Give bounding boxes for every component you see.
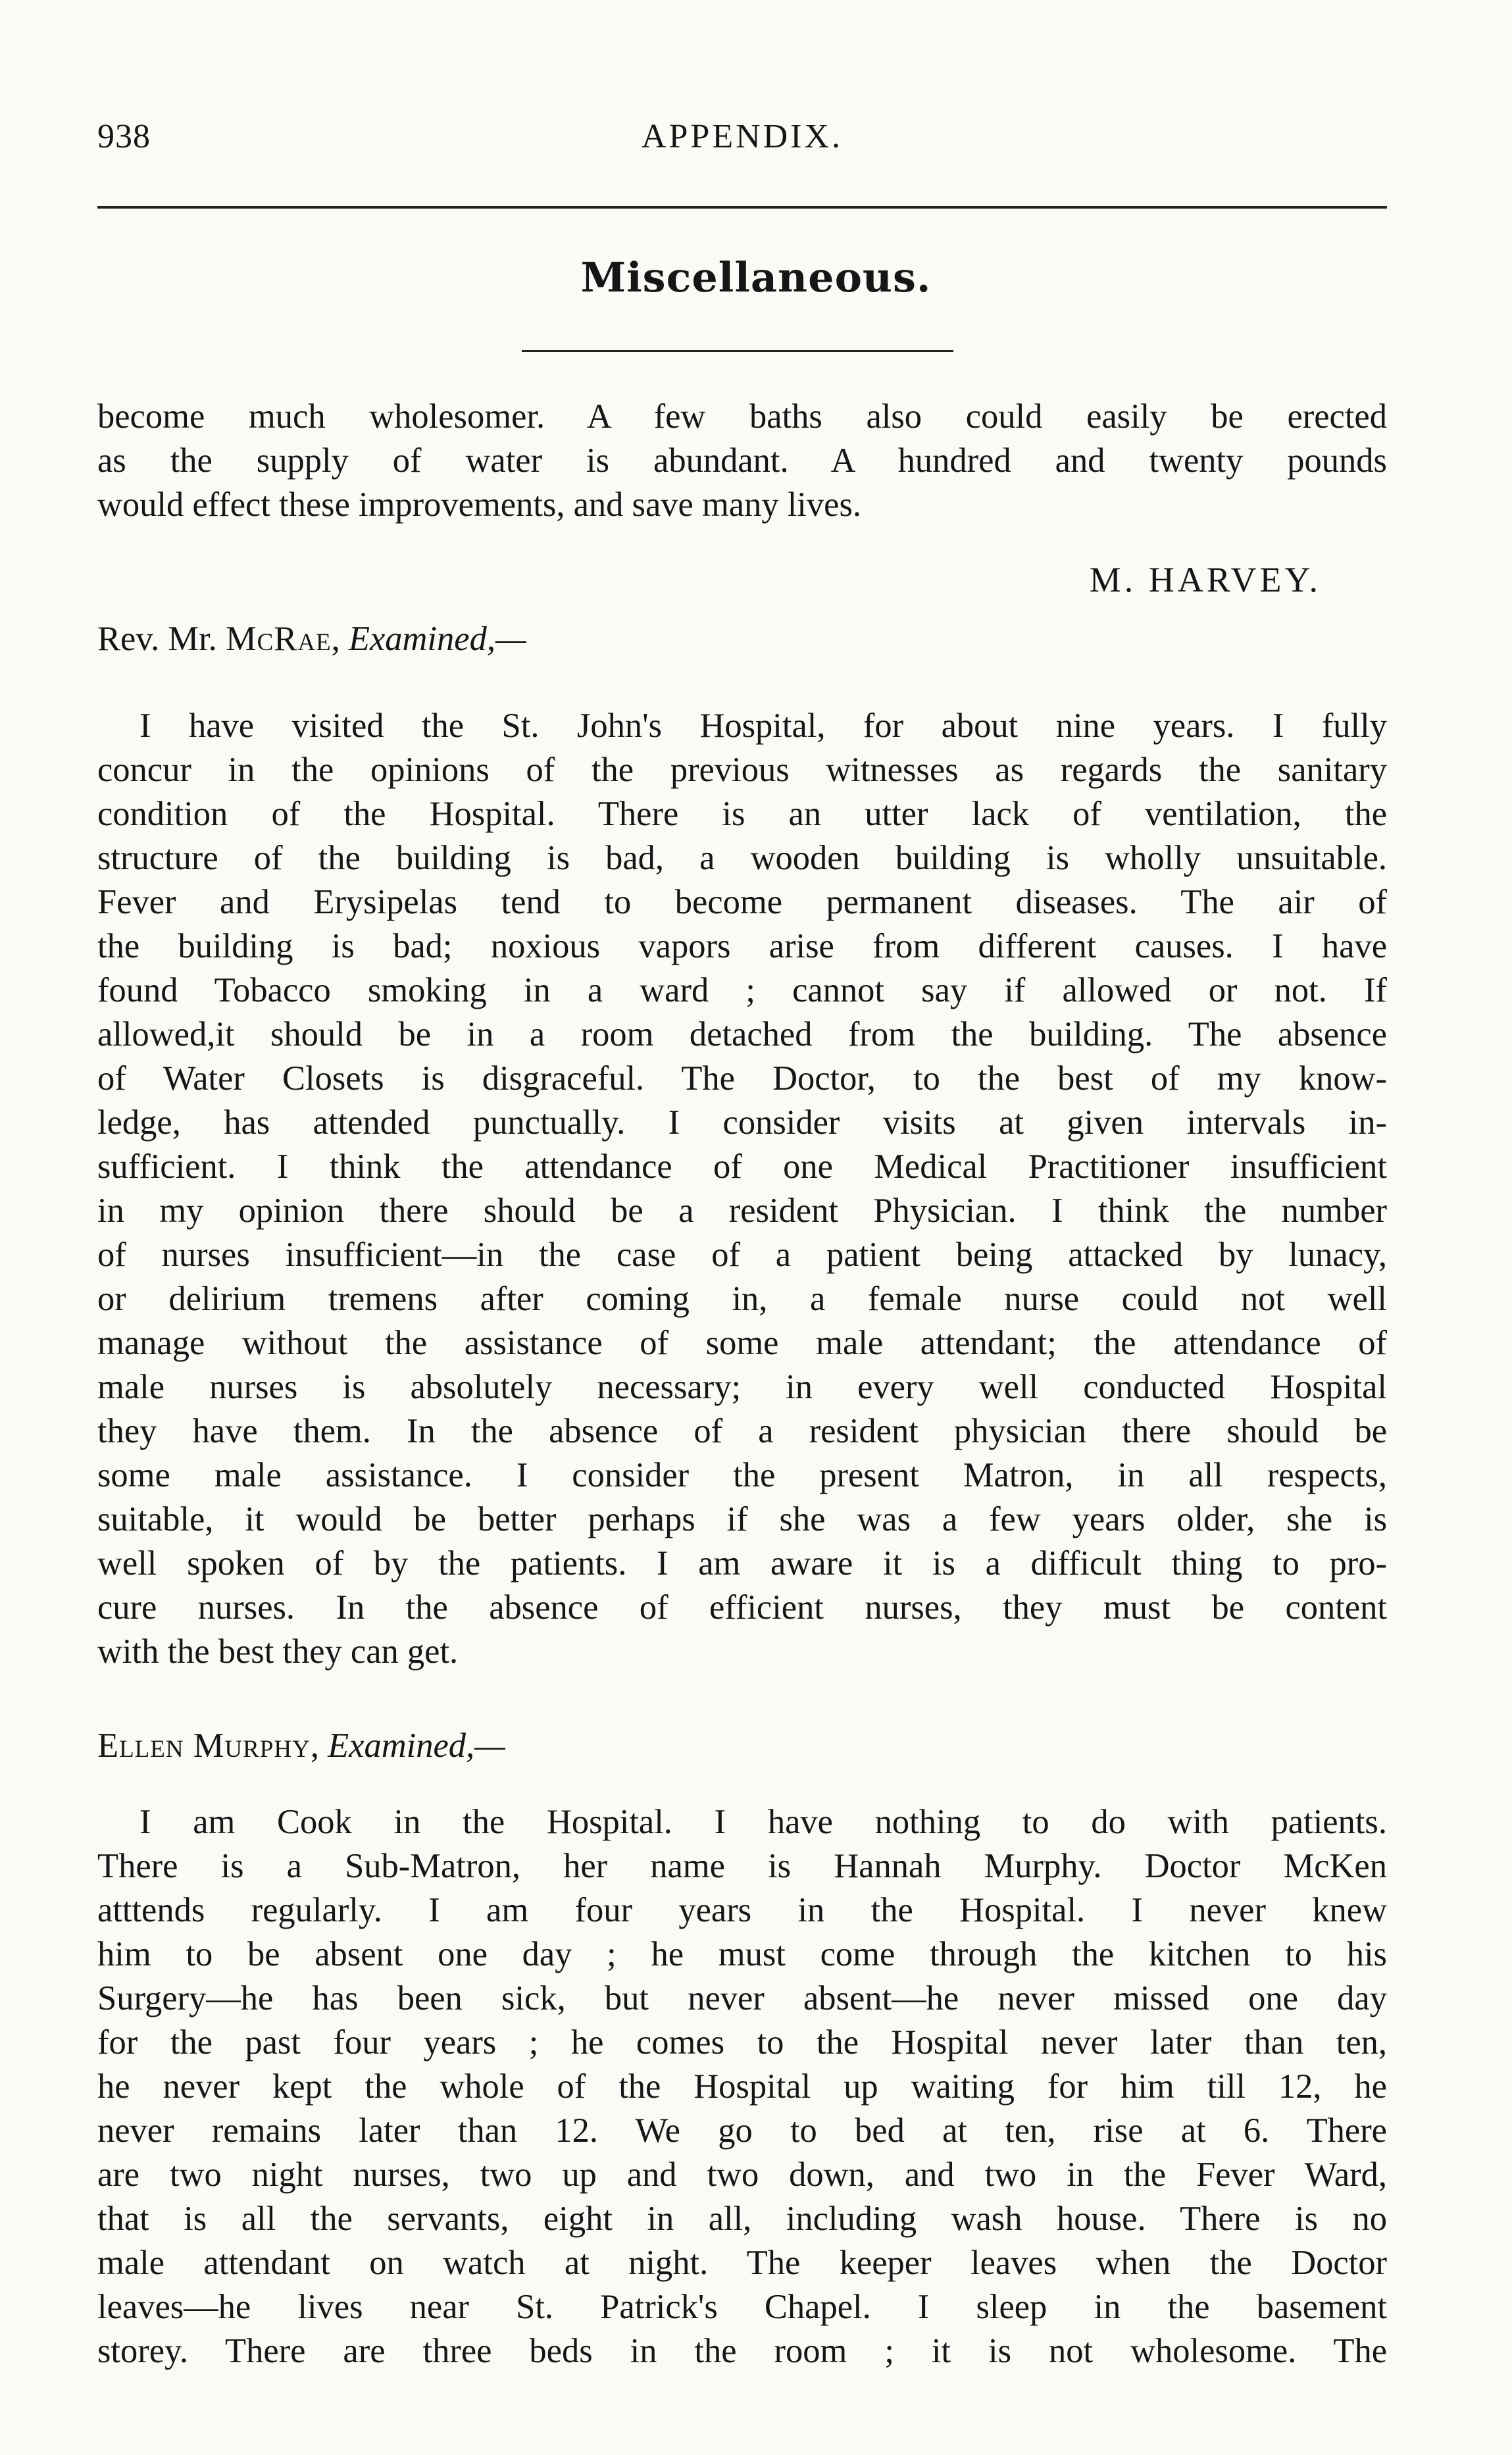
- page-number: 938: [97, 118, 151, 155]
- text-line: of Water Closets is disgraceful. The Doctor, to the best of my know-: [97, 1059, 1387, 1098]
- testimony-mcrae: [97, 704, 1387, 1674]
- testimony-murphy: [97, 1800, 1387, 2373]
- text-line: There is a Sub-Matron, her name is Hannah Murphy. Doctor McKen: [97, 1847, 1387, 1885]
- page-header: [97, 117, 1387, 163]
- text-line: male attendant on watch at night. The keeper leaves when the Doctor: [97, 2244, 1387, 2282]
- examined-label: Examined,—: [348, 620, 526, 658]
- text-line: atttends regularly. I am four years in the Hospital. I never knew: [97, 1891, 1387, 1929]
- text-line: leaves—he lives near St. Patrick's Chapel. I sleep in the basement: [97, 2288, 1387, 2326]
- opening-paragraph: [97, 395, 1387, 527]
- text-line: for the past four years ; he comes to the Hospital never later than ten,: [97, 2023, 1387, 2062]
- text-line: manage without the assistance of some male attendant; the attendance of: [97, 1324, 1387, 1362]
- text-line: Fever and Erysipelas tend to become permanent diseases. The air of: [97, 883, 1387, 921]
- text-line: he never kept the whole of the Hospital up waiting for him till 12, he: [97, 2067, 1387, 2106]
- text-line: of nurses insufficient—in the case of a patient being attacked by lunacy,: [97, 1236, 1387, 1274]
- text-line: never remains later than 12. We go to bed at ten, rise at 6. There: [97, 2112, 1387, 2150]
- witness-heading-mcrae: Rev. Mr. McRae, Examined,—: [97, 620, 526, 658]
- text-line: as the supply of water is abundant. A hundred and twenty pounds: [97, 442, 1387, 480]
- text-line: with the best they can get.: [97, 1632, 459, 1671]
- text-line: would effect these improvements, and save many lives.: [97, 486, 861, 524]
- text-line: male nurses is absolutely necessary; in every well conducted Hospital: [97, 1368, 1387, 1406]
- text-line: that is all the servants, eight in all, including wash house. There is no: [97, 2200, 1387, 2238]
- witness-prefix: Rev. Mr.: [97, 620, 226, 658]
- text-line: found Tobacco smoking in a ward ; cannot say if allowed or not. If: [97, 971, 1387, 1009]
- witness-heading-murphy: Ellen Murphy, Examined,—: [97, 1727, 505, 1765]
- text-line: storey. There are three beds in the room ; it is not wholesome. The: [97, 2332, 1387, 2370]
- text-line: cure nurses. In the absence of efficient nurses, they must be content: [97, 1588, 1387, 1627]
- text-line: the building is bad; noxious vapors arise from different causes. I have: [97, 927, 1387, 965]
- signature-harvey: M. HARVEY.: [1089, 560, 1321, 599]
- text-line: suitable, it would be better perhaps if she was a few years older, she is: [97, 1500, 1387, 1538]
- text-line: are two night nurses, two up and two down, and two in the Fever Ward,: [97, 2156, 1387, 2194]
- text-line: him to be absent one day ; he must come through the kitchen to his: [97, 1935, 1387, 1973]
- section-title: Miscellaneous.: [580, 253, 932, 301]
- text-line: become much wholesomer. A few baths also could easily be erected: [97, 397, 1387, 436]
- text-line: allowed,it should be in a room detached from the building. The absence: [97, 1015, 1387, 1053]
- running-head: APPENDIX.: [641, 118, 844, 155]
- examined-label: Examined,—: [328, 1727, 505, 1765]
- text-line: ledge, has attended punctually. I consider visits at given intervals in-: [97, 1103, 1387, 1142]
- header-rule: [97, 206, 1387, 209]
- text-line: in my opinion there should be a resident Physician. I think the number: [97, 1192, 1387, 1230]
- text-line: well spoken of by the patients. I am aware it is a difficult thing to pro-: [97, 1544, 1387, 1582]
- section-rule: [522, 350, 953, 352]
- text-line: condition of the Hospital. There is an utter lack of ventilation, the: [97, 795, 1387, 833]
- text-line: structure of the building is bad, a wooden building is wholly unsuitable.: [97, 839, 1387, 877]
- text-line: or delirium tremens after coming in, a female nurse could not well: [97, 1280, 1387, 1318]
- text-line: some male assistance. I consider the present Matron, in all respects,: [97, 1456, 1387, 1494]
- text-line: Surgery—he has been sick, but never absent—he never missed one day: [97, 1979, 1387, 2017]
- text-line: concur in the opinions of the previous witnesses as regards the sanitary: [97, 751, 1387, 789]
- text-line: I have visited the St. John's Hospital, for about nine years. I fully: [139, 707, 1387, 745]
- witness-name: McRae: [225, 620, 332, 658]
- witness-name: Ellen Murphy: [97, 1727, 311, 1765]
- text-line: they have them. In the absence of a resident physician there should be: [97, 1412, 1387, 1450]
- text-line: sufficient. I think the attendance of one Medical Practitioner insufficient: [97, 1148, 1387, 1186]
- text-line: I am Cook in the Hospital. I have nothing to do with patients.: [139, 1803, 1387, 1841]
